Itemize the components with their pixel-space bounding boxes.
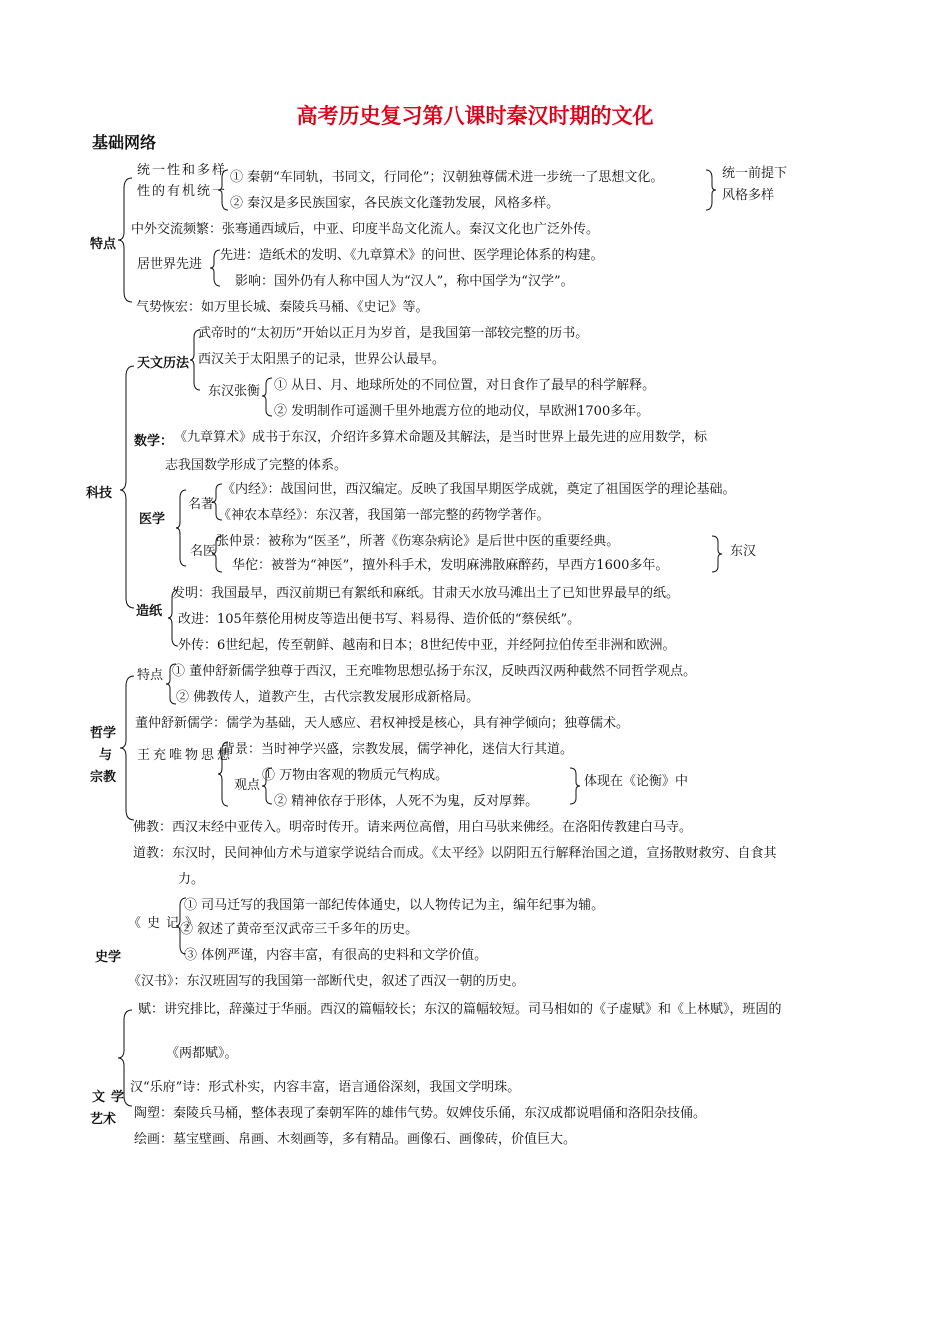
- fu-line-2: 《两都赋》。: [166, 1046, 238, 1061]
- zhangheng-point-2: ② 发明制作可遥测千里外地震方位的地动仪，早欧洲1700多年。: [274, 404, 650, 419]
- view-point-1: ① 万物由客观的物质元气构成。: [262, 768, 449, 783]
- history-label: 史学: [95, 950, 122, 965]
- zhangheng-point-1: ① 从日、月、地球所处的不同位置，对日食作了最早的科学解释。: [274, 378, 656, 393]
- lead-point-2: 影响：国外仍有人称中国人为“汉人”，称中国学为“汉学”。: [235, 274, 574, 289]
- unity-note-2: 风格多样: [722, 188, 775, 203]
- phil-features-label: 特点: [137, 668, 164, 683]
- doctor-2: 华佗：被誉为“神医”，擅外科手术，发明麻沸散麻醉药，早西方1600多年。: [232, 558, 669, 573]
- literature-label-1: 文学: [92, 1090, 131, 1105]
- doctors-label: 名医: [190, 544, 217, 559]
- philosophy-label-3: 宗教: [90, 770, 117, 785]
- fu-line-1: 赋：讲究排比，辞藻过于华丽。西汉的篇幅较长；东汉的篇幅较短。司马相如的《子虚赋》和《上林赋》，班固的: [138, 1002, 782, 1017]
- yuefu-text: 汉“乐府”诗：形式朴实，内容丰富，语言通俗深刻，我国文学明珠。: [130, 1080, 521, 1095]
- tech-label: 科技: [86, 486, 113, 501]
- book-2: 《神农本草经》：东汉著，我国第一部完整的药物学著作。: [218, 508, 550, 523]
- doctor-1: 张仲景：被称为“医圣”，所著《伤寒杂病论》是后世中医的重要经典。: [216, 534, 620, 549]
- taoism-line-1: 道教：东汉时，民间神仙方术与道家学说结合而成。《太平经》以阴阳五行解释治国之道，宣扬散财救穷、自食其: [133, 846, 777, 861]
- books-label: 名著: [188, 497, 215, 512]
- shiji-point-2: ② 叙述了黄帝至汉武帝三千多年的历史。: [180, 922, 419, 937]
- dong-text: 董仲舒新儒学：儒学为基础，天人感应、君权神授是核心，具有神学倾向；独尊儒术。: [135, 716, 630, 731]
- shiji-point-3: ③ 体例严谨，内容丰富，有很高的史料和文学价值。: [184, 948, 488, 963]
- paper-point-3: 外传：6世纪起，传至朝鲜、越南和日本；8世纪传中亚，并经阿拉伯传至非洲和欧洲。: [178, 638, 676, 653]
- phil-feature-2: ② 佛教传人，道教产生，古代宗教发展形成新格局。: [176, 690, 480, 705]
- astronomy-point-1: 武帝时的“太初历”开始以正月为岁首，是我国第一部较完整的历书。: [198, 326, 589, 341]
- features-label: 特点: [90, 237, 117, 252]
- unity-point-1: ① 秦朝“车同轨，书同文，行同伦”；汉朝独尊儒术进一步统一了思想文化。: [230, 170, 664, 185]
- paper-label: 造纸: [136, 604, 163, 619]
- shiji-point-1: ① 司马迁写的我国第一部纪传体通史，以人物传记为主，编年纪事为辅。: [184, 898, 605, 913]
- wang-background: 背景：当时神学兴盛，宗教发展，儒学神化，迷信大行其道。: [222, 742, 574, 757]
- astronomy-label: 天文历法: [137, 356, 190, 371]
- painting-text: 绘画：墓宝壁画、帛画、木刻画等，多有精品。画像石、画像砖，价值巨大。: [134, 1132, 577, 1147]
- grand-text: 气势恢宏：如万里长城、秦陵兵马桶、《史记》等。: [136, 300, 429, 315]
- page-title: 高考历史复习第八课时秦汉时期的文化: [296, 104, 654, 128]
- hanshu-text: 《汉书》：东汉班固写的我国第一部断代史，叙述了西汉一朝的历史。: [128, 974, 525, 989]
- sculpture-text: 陶塑：秦陵兵马桶，整体表现了秦朝军阵的雄伟气势。奴婢伎乐俑，东汉成都说唱俑和洛阳杂技俑。: [134, 1106, 707, 1121]
- unity-point-2: ② 秦汉是多民族国家，各民族文化蓬勃发展，风格多样。: [230, 196, 560, 211]
- buddhism-text: 佛教：西汉末经中亚传入。明帝时传开。请来两位高僧，用白马驮来佛经。在洛阳传教建白马寺。: [133, 820, 693, 835]
- math-line-1: 《九章算术》成书于东汉，介绍许多算术命题及其解法，是当时世界上最先进的应用数学，标: [174, 430, 708, 445]
- wang-label: 王充唯物思想: [137, 748, 234, 763]
- doctors-note: 东汉: [730, 544, 757, 559]
- philosophy-label-2: 与: [99, 748, 113, 763]
- view-point-2: ② 精神依存于形体，人死不为鬼，反对厚葬。: [274, 794, 539, 809]
- unity-note-1: 统一前提下: [722, 166, 788, 181]
- philosophy-label-1: 哲学: [90, 726, 117, 741]
- section-subtitle: 基础网络: [92, 133, 157, 152]
- astronomy-point-2: 西汉关于太阳黑子的记录，世界公认最早。: [198, 352, 446, 367]
- shiji-label: 《史记》: [128, 916, 205, 931]
- lead-label: 居世界先进: [137, 257, 203, 272]
- literature-label-2: 艺术: [90, 1112, 117, 1127]
- exchange-text: 中外交流频繁：张骞通西域后，中亚、印度半岛文化流人。秦汉文化也广泛外传。: [131, 222, 600, 237]
- lead-point-1: 先进：造纸术的发明、《九章算术》的问世、医学理论体系的构建。: [220, 248, 604, 263]
- math-label: 数学：: [134, 434, 174, 449]
- taoism-line-2: 力。: [178, 872, 205, 887]
- paper-point-1: 发明：我国最早，西汉前期已有絮纸和麻纸。甘肃天水放马滩出土了已知世界最早的纸。: [172, 586, 680, 601]
- paper-point-2: 改进：105年蔡伦用树皮等造出便书写、料易得、造价低的“蔡侯纸”。: [178, 612, 581, 627]
- zhangheng-label: 东汉张衡: [208, 384, 261, 399]
- unity-label: 统一性和多样性的有机统一: [137, 163, 228, 199]
- math-line-2: 志我国数学形成了完整的体系。: [165, 458, 348, 473]
- medicine-label: 医学: [139, 512, 166, 527]
- phil-feature-1: ① 董仲舒新儒学独尊于西汉，王充唯物思想弘扬于东汉，反映西汉两种截然不同哲学观点。: [172, 664, 697, 679]
- view-note: 体现在《论衡》中: [584, 774, 689, 789]
- view-label: 观点: [234, 778, 261, 793]
- book-1: 《内经》：战国问世，西汉编定。反映了我国早期医学成就，奠定了祖国医学的理论基础。: [222, 482, 736, 497]
